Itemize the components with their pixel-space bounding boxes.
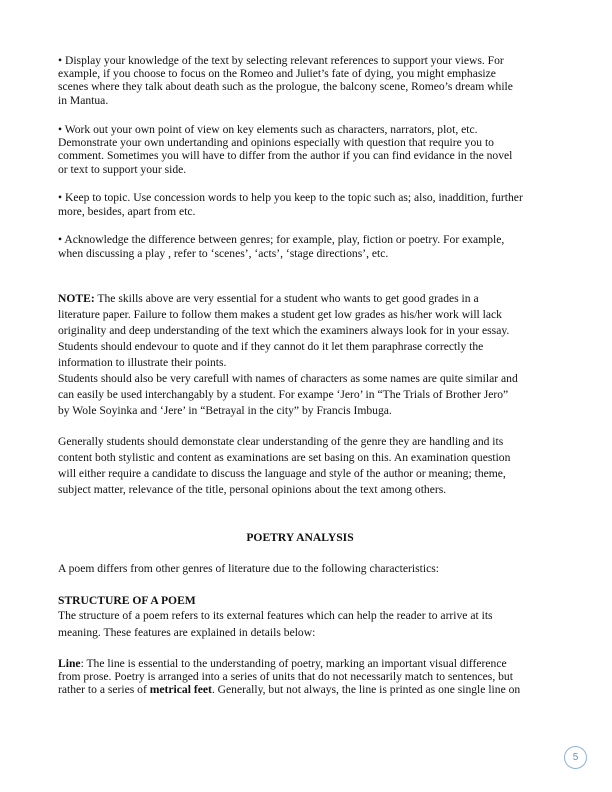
paragraph-line: The structure of a poem refers to its external features which can help the reader to arrive at its (58, 609, 493, 622)
bullet-text-line: • Keep to topic. Use concession words to help you keep to the topic such as; also, inaddition, further (58, 191, 523, 204)
note-line: Students should endevour to quote and if they cannot do it let them paraphrase correctly the (58, 340, 484, 353)
paragraph-line: content both stylistic and content as examinations are set basing on this. An examination question (58, 451, 511, 464)
bullet-text-line: Demonstrate your own undertanding and opinions especially with question that require you to (58, 136, 494, 149)
poem-intro: A poem differs from other genres of literature due to the following characteristics: (58, 562, 439, 575)
section-heading: POETRY ANALYSIS (246, 531, 354, 544)
bullet-text-line: comment. Sometimes you will have to differ from the author if you can find evidance in the novel (58, 149, 513, 162)
paragraph-text: : The line is essential to the understanding of poetry, marking an important visual difference (80, 657, 507, 670)
paragraph-line: Generally students should demonstate clear understanding of the genre they are handling and its (58, 435, 504, 448)
structure-heading: STRUCTURE OF A POEM (58, 594, 196, 607)
note-line: by Wole Soyinka and ‘Jere’ in “Betrayal in the city” by Francis Imbuga. (58, 404, 392, 417)
paragraph-line: subject matter, relevance of the title, personal opinions about the text among others. (58, 483, 447, 496)
paragraph-line: meaning. These features are explained in details below: (58, 626, 316, 639)
note-text: The skills above are very essential for a student who wants to get good grades in a (94, 292, 479, 305)
bullet-text-line: scenes where they talk about death such as the prologue, the balcony scene, Romeo’s dream while (58, 80, 513, 93)
bullet-text-line: in Mantua. (58, 94, 109, 107)
bullet-text-line: more, besides, apart from etc. (58, 205, 196, 218)
note-line: literature paper. Failure to follow them makes a student get low grades as his/her work will lack (58, 308, 502, 321)
paragraph-text: . Generally, but not always, the line is printed as one single line on (211, 683, 521, 696)
page-number: 5 (564, 746, 587, 769)
note-line (58, 292, 479, 306)
bullet-text-line: • Acknowledge the difference between genres; for example, play, fiction or poetry. For example, (58, 233, 505, 246)
paragraph-line: from prose. Poetry is arranged into a series of units that do not necessarily match to sentences, but (58, 670, 513, 683)
paragraph-line (58, 683, 520, 697)
note-line: information to illustrate their points. (58, 356, 227, 369)
note-line: originality and deep understanding of the text which the examiners always look for in your essay. (58, 324, 510, 337)
bullet-text-line: • Work out your own point of view on key elements such as characters, narrators, plot, etc. (58, 123, 478, 136)
term-line: Line (58, 657, 81, 670)
term-metrical-feet: metrical feet (149, 683, 212, 696)
bullet-text-line: example, if you choose to focus on the Romeo and Juliet’s fate of dying, you might emphasize (58, 67, 496, 80)
line-definition (58, 657, 507, 671)
bullet-text-line: • Display your knowledge of the text by selecting relevant references to support your views. For (58, 54, 504, 67)
paragraph-text: rather to a series of (58, 683, 150, 696)
bullet-text-line: or text to support your side. (58, 163, 187, 176)
bullet-text-line: when discussing a play , refer to ‘scenes’, ‘acts’, ‘stage directions’, etc. (58, 247, 389, 260)
paragraph-line: will either require a candidate to discuss the language and style of the author or meaning; theme, (58, 467, 506, 480)
note-line: Students should also be very carefull with names of characters as some names are quite similar and (58, 372, 518, 385)
note-label: NOTE: (58, 292, 95, 305)
note-line: can easily be used interchangably by a student. For exampe ‘Jero’ in “The Trials of Brother Jero” (58, 388, 509, 401)
